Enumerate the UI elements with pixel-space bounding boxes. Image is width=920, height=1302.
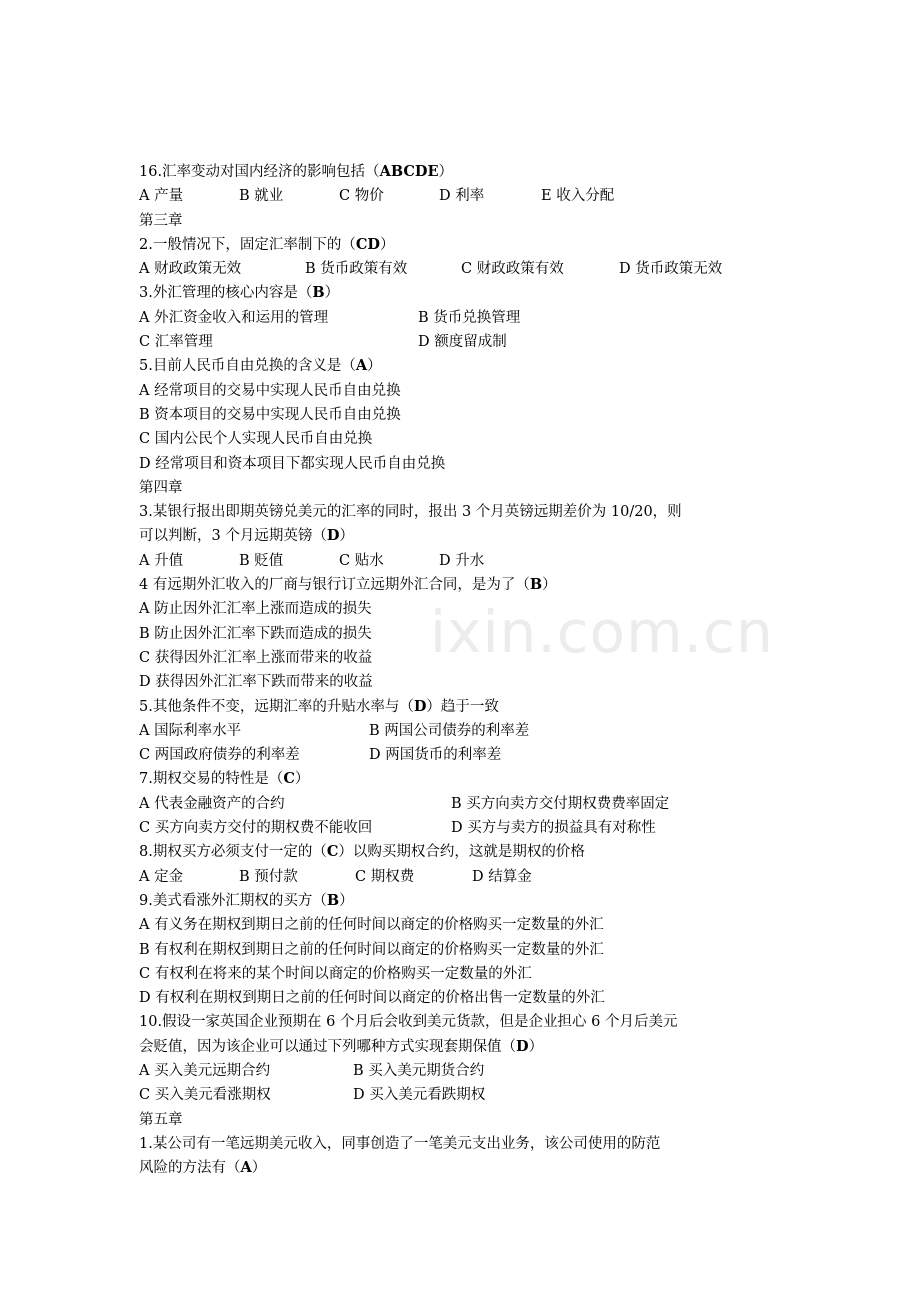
answer: B (529, 576, 543, 594)
option-d: D 利率 (439, 188, 485, 205)
option-b: B 两国公司债券的利率差 (369, 722, 530, 739)
answer: D (516, 1037, 529, 1055)
option-a: A 财政政策无效 (139, 261, 242, 278)
chapter-4-question-3-stem-line-2: 可以判断，3 个月远期英镑（D） (139, 527, 354, 545)
chapter-4-question-10-stem-line-1: 10.假设一家英国企业预期在 6 个月后会收到美元货款，但是企业担心 6 个月后美元 (139, 1014, 678, 1031)
option-b: B 资本项目的交易中实现人民币自由兑换 (139, 406, 401, 423)
chapter-4-heading: 第四章 (139, 479, 183, 496)
chapter-3-question-2-stem: 2.一般情况下，固定汇率制下的（CD） (139, 235, 395, 253)
chapter-4-question-10-options-row-2 (139, 1083, 739, 1107)
document-body (139, 160, 739, 1180)
answer: CD (355, 235, 380, 253)
option-a: A 防止因外汇汇率上涨而造成的损失 (139, 601, 372, 618)
option-b: B 货币兑换管理 (418, 309, 521, 326)
option-d: D 货币政策无效 (619, 261, 723, 278)
option-d: D 经常项目和资本项目下都实现人民币自由兑换 (139, 455, 446, 472)
chapter-4-question-5-options-row-1 (139, 719, 739, 743)
option-b: B 买入美元期货合约 (353, 1062, 485, 1079)
option-d: D 有权利在期权到期日之前的任何时间以商定的价格出售一定数量的外汇 (139, 990, 605, 1007)
chapter-3-question-3-options-row-1 (139, 306, 739, 330)
chapter-4-question-5-options-row-2 (139, 743, 739, 767)
option-c: C 获得因外汇汇率上涨而带来的收益 (139, 649, 373, 666)
answer: B (326, 891, 340, 909)
answer: C (326, 843, 339, 861)
answer: D (413, 697, 427, 715)
answer: D (326, 527, 340, 545)
option-d: D 买方与卖方的损益具有对称性 (451, 820, 656, 837)
option-d: D 结算金 (472, 868, 532, 885)
chapter-4-question-8-stem: 8.期权买方必须支付一定的（C）以购买期权合约，这就是期权的价格 (139, 843, 585, 861)
chapter-3-heading: 第三章 (139, 212, 183, 229)
option-a: A 经常项目的交易中实现人民币自由兑换 (139, 382, 401, 399)
option-c: C 有权利在将来的某个时间以商定的价格购买一定数量的外汇 (139, 965, 532, 982)
option-e: E 收入分配 (541, 188, 615, 205)
chapter-4-question-10-stem-line-2: 会贬值，因为该企业可以通过下列哪种方式实现套期保值（D） (139, 1037, 544, 1055)
option-b: B 就业 (239, 188, 284, 205)
question-16-options (139, 184, 739, 208)
chapter-5-question-1-stem-line-1: 1.某公司有一笔远期美元收入，同事创造了一笔美元支出业务，该公司使用的防范 (139, 1135, 661, 1152)
option-b: B 预付款 (239, 868, 298, 885)
chapter-4-question-4-stem: 4 有远期外汇收入的厂商与银行订立远期外汇合同，是为了（B） (139, 576, 557, 594)
option-c: C 两国政府债券的利率差 (139, 747, 300, 764)
chapter-5-heading: 第五章 (139, 1111, 183, 1128)
option-c: C 贴水 (339, 552, 384, 569)
option-c: C 财政政策有效 (461, 261, 564, 278)
option-a: A 国际利率水平 (139, 722, 242, 739)
option-a: A 代表金融资产的合约 (139, 795, 285, 812)
chapter-4-question-5-stem: 5.其他条件不变，远期汇率的升贴水率与（D）趋于一致 (139, 697, 499, 715)
chapter-3-question-2-options (139, 257, 739, 281)
option-c: C 买入美元看涨期权 (139, 1087, 271, 1104)
option-d: D 买入美元看跌期权 (353, 1087, 486, 1104)
option-c: C 物价 (339, 188, 384, 205)
chapter-4-question-3-options (139, 549, 739, 573)
option-c: C 期权费 (355, 868, 415, 885)
option-d: D 额度留成制 (418, 334, 507, 351)
option-d: D 两国货币的利率差 (369, 747, 502, 764)
option-c: C 买方向卖方交付的期权费不能收回 (139, 820, 373, 837)
chapter-4-question-10-options-row-1 (139, 1059, 739, 1083)
option-a: A 产量 (139, 188, 184, 205)
option-a: A 外汇资金收入和运用的管理 (139, 309, 329, 326)
option-b: B 贬值 (239, 552, 284, 569)
answer: B (312, 284, 325, 302)
option-a: A 有义务在期权到期日之前的任何时间以商定的价格购买一定数量的外汇 (139, 917, 604, 934)
answer: C (283, 770, 295, 788)
option-a: A 定金 (139, 868, 184, 885)
answer: ABCDE (379, 163, 439, 180)
option-d: D 获得因外汇汇率下跌而带来的收益 (139, 674, 373, 691)
answer: A (240, 1159, 252, 1177)
option-c: C 国内公民个人实现人民币自由兑换 (139, 431, 373, 448)
chapter-4-question-9-stem: 9.美式看涨外汇期权的买方（B） (139, 891, 354, 909)
chapter-5-question-1-stem-line-2: 风险的方法有（A） (139, 1159, 267, 1177)
option-b: B 防止因外汇汇率下跌而造成的损失 (139, 625, 372, 642)
chapter-3-question-3-stem: 3.外汇管理的核心内容是（B） (139, 284, 340, 302)
option-c: C 汇率管理 (139, 334, 213, 351)
option-b: B 有权利在期权到期日之前的任何时间以商定的价格购买一定数量的外汇 (139, 941, 604, 958)
option-d: D 升水 (439, 552, 485, 569)
chapter-3-question-3-options-row-2 (139, 330, 739, 354)
option-b: B 货币政策有效 (305, 261, 408, 278)
chapter-4-question-7-stem: 7.期权交易的特性是（C） (139, 770, 310, 788)
chapter-4-question-7-options-row-2 (139, 816, 739, 840)
question-16-stem: 16.汇率变动对国内经济的影响包括（ABCDE） (139, 163, 454, 180)
watermark: ixin.com.cn (430, 598, 774, 666)
chapter-4-question-7-options-row-1 (139, 792, 739, 816)
answer: A (355, 357, 368, 375)
option-a: A 买入美元远期合约 (139, 1062, 271, 1079)
option-b: B 买方向卖方交付期权费费率固定 (451, 795, 670, 812)
chapter-3-question-5-stem: 5.目前人民币自由兑换的含义是（A） (139, 357, 382, 375)
option-a: A 升值 (139, 552, 184, 569)
chapter-4-question-3-stem-line-1: 3.某银行报出即期英镑兑美元的汇率的同时，报出 3 个月英镑远期差价为 10/20，则 (139, 504, 682, 521)
chapter-4-question-8-options (139, 865, 739, 889)
